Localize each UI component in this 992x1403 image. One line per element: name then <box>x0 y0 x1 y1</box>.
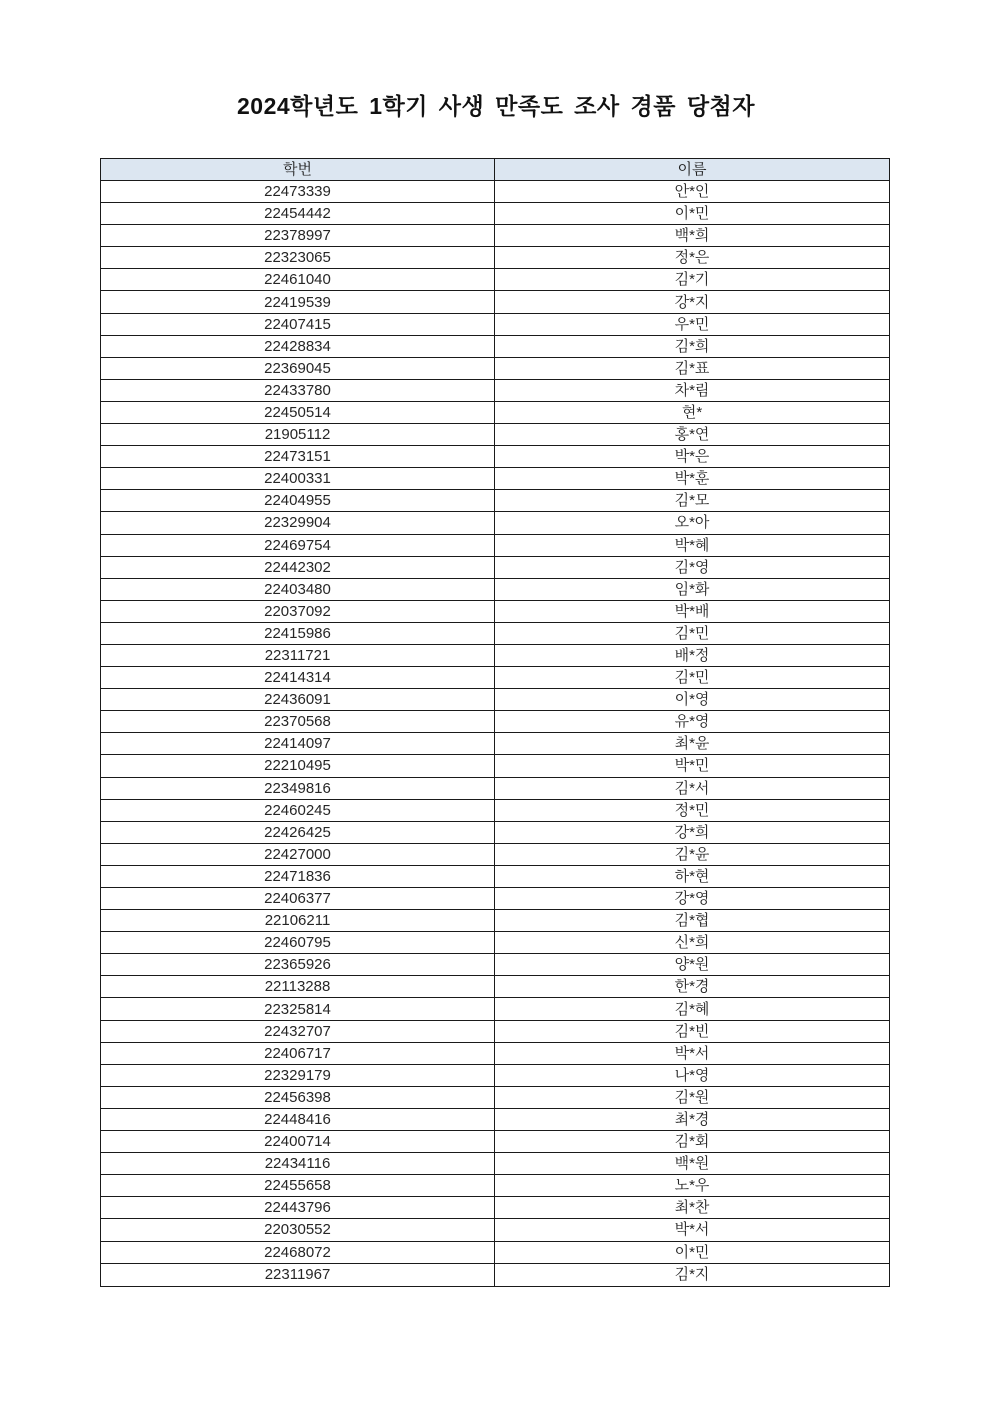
student-id-cell: 22311721 <box>101 645 495 666</box>
name-cell: 우*민 <box>674 315 710 333</box>
table-row <box>101 1219 889 1241</box>
page-title: 2024학년도 1학기 사생 만족도 조사 경품 당첨자 <box>236 93 755 119</box>
table-row <box>101 336 889 358</box>
student-id-cell: 22454442 <box>101 203 495 224</box>
table-row <box>101 954 889 976</box>
name-cell: 김*혜 <box>674 1000 710 1018</box>
student-id-cell: 22415986 <box>101 623 495 644</box>
student-id-cell: 22406377 <box>101 888 495 909</box>
table-row <box>101 579 889 601</box>
table-row <box>101 800 889 822</box>
table-row <box>101 778 889 800</box>
name-cell: 김*모 <box>674 492 710 510</box>
student-id-cell: 22037092 <box>101 601 495 622</box>
student-id-cell: 22325814 <box>101 998 495 1019</box>
name-cell: 박*서 <box>674 1044 710 1062</box>
name-cell: 박*서 <box>674 1221 710 1239</box>
name-cell: 백*희 <box>674 227 710 245</box>
table-row <box>101 1043 889 1065</box>
student-id-cell: 22419539 <box>101 291 495 312</box>
table-row <box>101 910 889 932</box>
student-id-cell: 22349816 <box>101 778 495 799</box>
table-header-row <box>101 159 889 181</box>
table-row <box>101 225 889 247</box>
student-id-cell: 22443796 <box>101 1197 495 1218</box>
student-id-cell: 22323065 <box>101 247 495 268</box>
table-row <box>101 1175 889 1197</box>
student-id-cell: 22414097 <box>101 733 495 754</box>
table-row <box>101 976 889 998</box>
name-cell: 최*윤 <box>674 735 710 753</box>
name-cell: 양*원 <box>674 956 710 974</box>
student-id-cell: 22471836 <box>101 866 495 887</box>
name-cell: 한*경 <box>674 978 710 996</box>
name-cell: 김*빈 <box>674 1022 710 1040</box>
table-row <box>101 1087 889 1109</box>
name-cell: 하*현 <box>674 867 710 885</box>
table-row <box>101 424 889 446</box>
table-row <box>101 1131 889 1153</box>
table-row <box>101 1242 889 1264</box>
student-id-cell: 22369045 <box>101 358 495 379</box>
student-id-cell: 22210495 <box>101 755 495 776</box>
table-row <box>101 269 889 291</box>
student-id-cell: 22400714 <box>101 1131 495 1152</box>
student-id-cell: 22468072 <box>101 1242 495 1263</box>
name-cell: 홍*연 <box>674 426 710 444</box>
student-id-cell: 22434116 <box>101 1153 495 1174</box>
name-cell: 백*원 <box>674 1155 710 1173</box>
student-id-cell: 22365926 <box>101 954 495 975</box>
column-header-student-id: 학번 <box>101 159 495 180</box>
student-id-cell: 22461040 <box>101 269 495 290</box>
name-cell: 김*원 <box>674 1088 710 1106</box>
table-row <box>101 866 889 888</box>
table-row <box>101 645 889 667</box>
name-cell: 현* <box>681 403 703 421</box>
name-cell: 박*배 <box>674 602 710 620</box>
name-cell: 김*윤 <box>674 845 710 863</box>
table-row <box>101 844 889 866</box>
table-row <box>101 711 889 733</box>
table-row <box>101 822 889 844</box>
table-row <box>101 601 889 623</box>
student-id-cell: 22407415 <box>101 314 495 335</box>
table-row <box>101 888 889 910</box>
name-cell: 김*회 <box>674 1133 710 1151</box>
student-id-cell: 22448416 <box>101 1109 495 1130</box>
student-id-cell: 22473339 <box>101 181 495 202</box>
name-cell: 박*혜 <box>674 536 710 554</box>
name-cell: 강*영 <box>674 890 710 908</box>
name-cell: 김*지 <box>674 1266 710 1284</box>
student-id-cell: 22113288 <box>101 976 495 997</box>
name-cell: 임*화 <box>674 580 710 598</box>
table-row <box>101 380 889 402</box>
name-cell: 오*아 <box>674 514 710 532</box>
table-row <box>101 667 889 689</box>
name-cell: 김*기 <box>674 271 710 289</box>
student-id-cell: 22403480 <box>101 579 495 600</box>
name-cell: 배*정 <box>674 647 710 665</box>
name-cell: 박*민 <box>674 757 710 775</box>
name-cell: 이*영 <box>674 691 710 709</box>
name-cell: 김*민 <box>674 669 710 687</box>
student-id-cell: 22427000 <box>101 844 495 865</box>
table-row <box>101 998 889 1020</box>
name-cell: 안*인 <box>674 183 710 201</box>
student-id-cell: 22378997 <box>101 225 495 246</box>
name-cell: 김*영 <box>674 558 710 576</box>
name-cell: 나*영 <box>674 1066 710 1084</box>
name-cell: 정*민 <box>674 801 710 819</box>
student-id-cell: 22311967 <box>101 1264 495 1286</box>
student-id-cell: 22106211 <box>101 910 495 931</box>
student-id-cell: 22450514 <box>101 402 495 423</box>
student-id-cell: 22460245 <box>101 800 495 821</box>
name-cell: 정*은 <box>674 249 710 267</box>
table-row <box>101 1153 889 1175</box>
table-row <box>101 490 889 512</box>
column-header-name: 이름 <box>677 161 707 178</box>
student-id-cell: 22414314 <box>101 667 495 688</box>
student-id-cell: 22456398 <box>101 1087 495 1108</box>
student-id-cell: 22433780 <box>101 380 495 401</box>
table-row <box>101 402 889 424</box>
table-row <box>101 1264 889 1286</box>
name-cell: 유*영 <box>674 713 710 731</box>
name-cell: 김*협 <box>674 912 710 930</box>
table-row <box>101 291 889 313</box>
table-row <box>101 468 889 490</box>
table-row <box>101 1197 889 1219</box>
name-cell: 최*찬 <box>674 1199 710 1217</box>
name-cell: 노*우 <box>674 1177 710 1195</box>
table-row <box>101 203 889 225</box>
student-id-cell: 22030552 <box>101 1219 495 1240</box>
table-row <box>101 733 889 755</box>
name-cell: 차*림 <box>674 381 710 399</box>
student-id-cell: 22455658 <box>101 1175 495 1196</box>
name-cell: 박*은 <box>674 448 710 466</box>
name-cell: 김*희 <box>674 337 710 355</box>
student-id-cell: 22329179 <box>101 1065 495 1086</box>
table-row <box>101 181 889 203</box>
table-row <box>101 1109 889 1131</box>
student-id-cell: 22426425 <box>101 822 495 843</box>
table-body <box>101 181 889 1286</box>
name-cell: 김*민 <box>674 624 710 642</box>
table-row <box>101 932 889 954</box>
student-id-cell: 22469754 <box>101 535 495 556</box>
student-id-cell: 22442302 <box>101 557 495 578</box>
table-row <box>101 358 889 380</box>
table-row <box>101 247 889 269</box>
table-row <box>101 755 889 777</box>
name-cell: 강*희 <box>674 823 710 841</box>
student-id-cell: 22400331 <box>101 468 495 489</box>
name-cell: 이*민 <box>674 205 710 223</box>
student-id-cell: 22436091 <box>101 689 495 710</box>
table-row <box>101 557 889 579</box>
table-row <box>101 623 889 645</box>
student-id-cell: 22329904 <box>101 512 495 533</box>
student-id-cell: 22404955 <box>101 490 495 511</box>
student-id-cell: 21905112 <box>101 424 495 445</box>
name-cell: 강*지 <box>674 293 710 311</box>
student-id-cell: 22432707 <box>101 1021 495 1042</box>
student-id-cell: 22460795 <box>101 932 495 953</box>
table-row <box>101 535 889 557</box>
name-cell: 김*표 <box>674 359 710 377</box>
student-id-cell: 22406717 <box>101 1043 495 1064</box>
name-cell: 김*서 <box>674 779 710 797</box>
table-row <box>101 314 889 336</box>
table-row <box>101 446 889 468</box>
student-id-cell: 22370568 <box>101 711 495 732</box>
winners-table <box>100 158 890 1287</box>
table-row <box>101 1065 889 1087</box>
student-id-cell: 22428834 <box>101 336 495 357</box>
table-row <box>101 689 889 711</box>
name-cell: 이*민 <box>674 1243 710 1261</box>
name-cell: 박*훈 <box>674 470 710 488</box>
name-cell: 신*희 <box>674 934 710 952</box>
name-cell: 최*경 <box>674 1110 710 1128</box>
table-row <box>101 1021 889 1043</box>
student-id-cell: 22473151 <box>101 446 495 467</box>
table-row <box>101 512 889 534</box>
